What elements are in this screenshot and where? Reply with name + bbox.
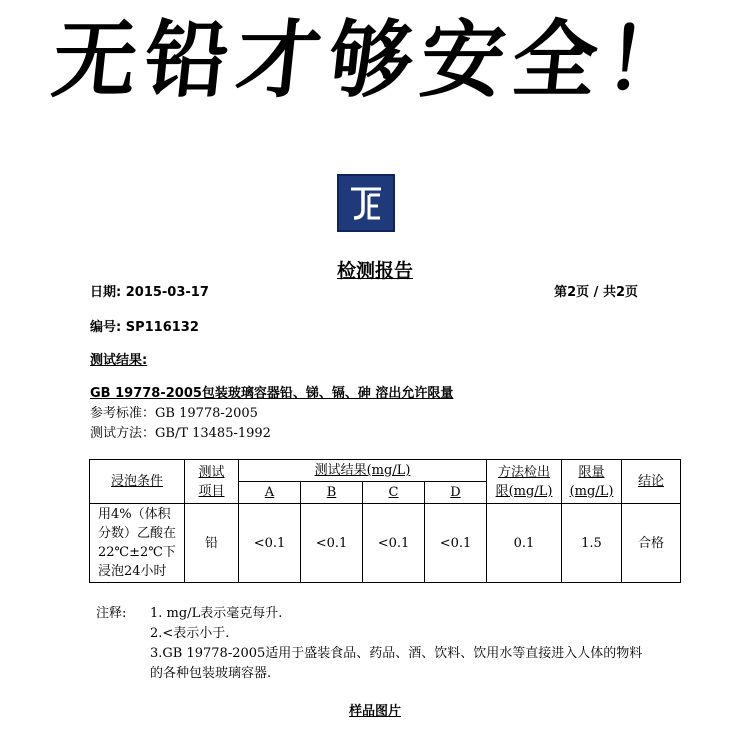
- header-col-a: A: [239, 482, 301, 504]
- report-title: 检测报告: [336, 260, 413, 282]
- note-item-4: 的各种包装玻璃容器.: [150, 666, 272, 681]
- header-item-line1: 测试: [198, 464, 225, 480]
- header-detection-limit: [487, 460, 562, 504]
- note-item-1: 1. mg/L表示毫克每升.: [150, 606, 283, 621]
- header-limit-line2: (mg/L): [569, 483, 614, 499]
- cell-condition: [90, 504, 185, 583]
- header-col-b: B: [301, 482, 363, 504]
- report-date: 日期: 2015-03-17: [90, 285, 209, 300]
- results-heading: 测试结果:: [90, 353, 148, 368]
- cell-c: <0.1: [363, 504, 425, 583]
- header-condition: 浸泡条件: [90, 460, 185, 504]
- standard-title: GB 19778-2005包装玻璃容器铅、锑、镉、砷 溶出允许限量: [90, 386, 454, 401]
- condition-line4: 浸泡24小时: [98, 564, 167, 579]
- header-detection-line2: 限(mg/L): [495, 483, 553, 499]
- notes-label: 注释:: [96, 606, 127, 621]
- header-results: 测试结果(mg/L): [239, 460, 487, 482]
- cell-detection-limit: 0.1: [487, 504, 562, 583]
- cell-b: <0.1: [301, 504, 363, 583]
- header-item-line2: 项目: [198, 483, 225, 499]
- header-limit: [562, 460, 622, 504]
- header-conclusion: 结论: [622, 460, 681, 504]
- lab-logo-mark-icon: [343, 180, 389, 226]
- header-item: [185, 460, 239, 504]
- note-item-2: 2.<表示小于.: [150, 626, 230, 641]
- table-header-row: [90, 460, 681, 482]
- condition-line3: 22℃±2℃下: [98, 545, 176, 560]
- sample-images-heading: 样品图片: [348, 704, 401, 719]
- cell-a: <0.1: [239, 504, 301, 583]
- reference-standard: 参考标准：GB 19778-2005: [90, 406, 258, 421]
- test-method: 测试方法：GB/T 13485-1992: [90, 426, 271, 441]
- lab-logo: [337, 174, 395, 232]
- notes-list: [150, 604, 670, 684]
- report-number: 编号: SP116132: [90, 320, 199, 335]
- header-limit-line1: 限量: [578, 464, 605, 480]
- note-item-3: 3.GB 19778-2005适用于盛装食品、药品、酒、饮料、饮用水等直接进入人体的物料: [150, 646, 643, 661]
- cell-limit: 1.5: [562, 504, 622, 583]
- header-detection-line1: 方法检出: [497, 464, 550, 480]
- condition-line2: 分数）乙酸在: [98, 526, 177, 541]
- cell-item: 铅: [185, 504, 239, 583]
- header-col-c: C: [363, 482, 425, 504]
- headline-banner: 无铅才够安全！: [47, 11, 703, 109]
- page-indicator: 第2页 / 共2页: [554, 285, 638, 300]
- date-page-row: [90, 281, 645, 300]
- cell-d: <0.1: [425, 504, 487, 583]
- condition-line1: 用4%（体积: [98, 507, 171, 522]
- cell-conclusion: 合格: [622, 504, 681, 583]
- results-table: [89, 459, 681, 583]
- header-col-d: D: [425, 482, 487, 504]
- table-row: [90, 504, 681, 583]
